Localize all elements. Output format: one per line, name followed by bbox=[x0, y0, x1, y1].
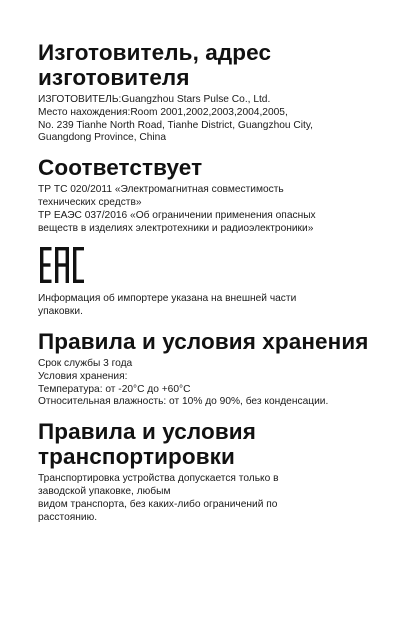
manufacturer-heading bbox=[38, 40, 378, 90]
storage-line: Температура: от -20°C до +60°C bbox=[38, 383, 191, 395]
storage-heading: Правила и условия хранения bbox=[38, 328, 369, 354]
storage-section bbox=[38, 329, 378, 409]
transport-line: Транспортировка устройства допускается только в bbox=[38, 473, 279, 485]
transport-heading-line: транспортировки bbox=[38, 444, 235, 470]
manufacturer-address-line: Guangdong Province, China bbox=[38, 132, 166, 144]
manufacturer-address-line: No. 239 Tianhe North Road, Tianhe District, Guangzhou City, bbox=[38, 119, 314, 131]
transport-section bbox=[38, 419, 378, 524]
transport-line: заводской упаковке, любым bbox=[38, 485, 171, 497]
conformity-section bbox=[38, 155, 378, 319]
manufacturer-heading-line: изготовителя bbox=[38, 65, 190, 90]
eac-mark bbox=[38, 245, 378, 285]
storage-line: Условия хранения: bbox=[38, 370, 128, 382]
conformity-line: технических средств» bbox=[38, 196, 142, 208]
importer-text bbox=[38, 293, 378, 319]
transport-line: расстоянию. bbox=[38, 511, 98, 523]
storage-line: Срок службы 3 года bbox=[38, 357, 133, 369]
importer-line: Информация об импортере указана на внешней части bbox=[38, 293, 297, 305]
importer-line: упаковки. bbox=[38, 306, 83, 318]
transport-heading bbox=[38, 419, 378, 469]
storage-text bbox=[38, 358, 378, 409]
conformity-line: ТР ТС 020/2011 «Электромагнитная совместимость bbox=[38, 184, 284, 196]
conformity-text bbox=[38, 184, 378, 235]
conformity-line: ТР ЕАЭС 037/2016 «Об ограничении применения опасных bbox=[38, 209, 316, 221]
storage-line: Относительная влажность: от 10% до 90%, без конденсации. bbox=[38, 396, 329, 408]
transport-text bbox=[38, 473, 378, 524]
conformity-heading: Соответствует bbox=[38, 155, 203, 181]
manufacturer-text bbox=[38, 94, 378, 145]
manufacturer-line: ИЗГОТОВИТЕЛЬ:Guangzhou Stars Pulse Co., Ltd. bbox=[38, 94, 271, 105]
manufacturer-section bbox=[38, 40, 378, 145]
transport-heading-line: Правила и условия bbox=[38, 419, 256, 445]
manufacturer-heading-line: Изготовитель, адрес bbox=[38, 40, 272, 65]
conformity-line: веществ в изделиях электротехники и радиоэлектроники» bbox=[38, 222, 314, 234]
transport-line: видом транспорта, без каких-либо ограничений по bbox=[38, 498, 278, 510]
manufacturer-address-line: Место нахождения:Room 2001,2002,2003,2004,2005, bbox=[38, 106, 288, 118]
eac-logo-icon bbox=[38, 245, 86, 285]
